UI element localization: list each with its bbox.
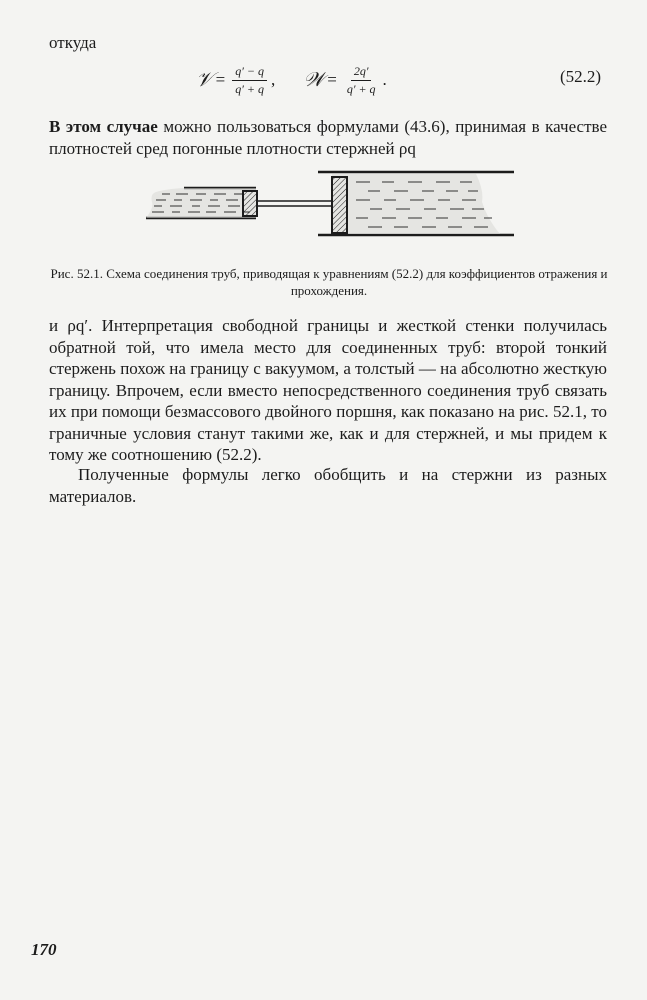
- small-piston: [243, 191, 257, 216]
- transmission-numerator: 2q′: [351, 64, 372, 81]
- equals-sign: =: [327, 70, 337, 89]
- reflection-fraction: [232, 64, 267, 97]
- transmission-coefficient-symbol: 𝒲: [303, 68, 325, 91]
- formula-end: .: [382, 70, 387, 89]
- page-number: 170: [31, 940, 57, 959]
- reflection-coefficient-symbol: 𝒱: [196, 68, 213, 91]
- large-piston: [332, 177, 347, 233]
- equation-52-2: [196, 58, 387, 102]
- paragraph-1-text: можно пользоваться формулами (43.6), принимая в качестве плотностей сред погонные плотности стержней ρq: [49, 117, 607, 158]
- formula-separator: ,: [271, 70, 276, 89]
- pipe-connection-figure: [146, 168, 514, 240]
- paragraph-1-bold-start: В этом случае: [49, 117, 158, 136]
- intro-word: откуда: [49, 33, 97, 52]
- paragraph-1: [49, 116, 607, 159]
- transmission-fraction: [344, 64, 379, 97]
- equals-sign: =: [215, 70, 226, 89]
- reflection-denominator: q′ + q: [235, 81, 264, 96]
- piston-rod: [257, 201, 332, 206]
- paragraph-2: и ρq′. Интерпретация свободной границы и жесткой стенки получилась обратной той, что имела место для соединенных труб: второй тонкий стержень похож на границу с вакуумом, а толстый — на абсолютно жесткую границу. Впрочем, если вместо непосредственного соединения труб связать их при помощи безмассового двойного поршня, как показано на рис. 52.1, то граничные условия станут такими же, как и для стержней, и мы придем к тому же соотношению (52.2).: [49, 316, 607, 464]
- paragraph-3: Полученные формулы легко обобщить и на стержни из разных материалов.: [49, 465, 607, 506]
- equation-number: (52.2): [560, 67, 602, 86]
- figure-caption: Рис. 52.1. Схема соединения труб, приводящая к уравнениям (52.2) для коэффициентов отражения и прохождения.: [50, 266, 608, 298]
- transmission-denominator: q′ + q: [346, 81, 376, 96]
- reflection-numerator: q′ − q: [232, 64, 267, 81]
- thin-pipe: [146, 188, 256, 218]
